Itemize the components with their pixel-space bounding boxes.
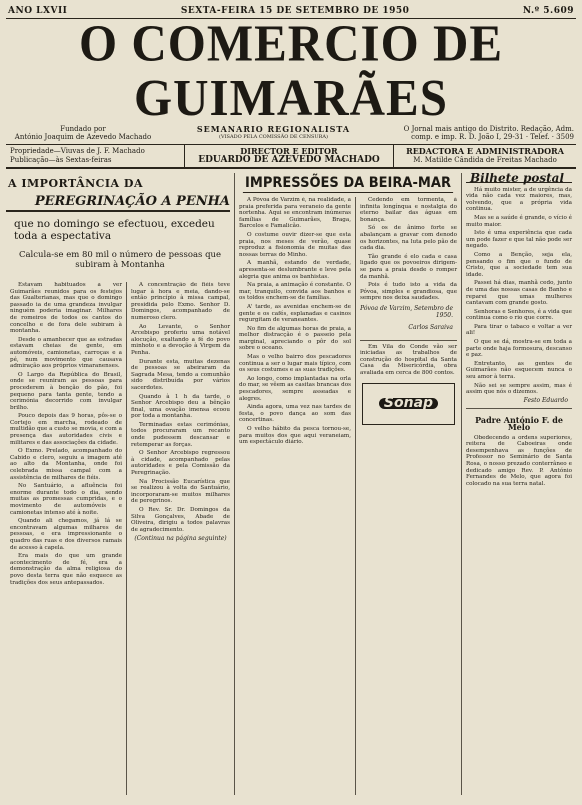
staff-row (6, 145, 576, 169)
article-deck: Calcula-se em 80 mil o número de pessoas que subiram à Montanha (18, 250, 222, 270)
article-kicker: A IMPORTÂNCIA DA (8, 177, 143, 190)
vila-conde-note: Em Vila do Conde vão ser iniciadas as trabalhos de construção do hospital da Santa Casa da Misericórdia, obra avaliada em cerca de 800 contos. (360, 343, 457, 377)
director-block: DIRECTOR E EDITOR EDUARDO DE AZEVEDO MACHADO (184, 145, 394, 167)
beira-place-date: Póvoa de Varzim, Setembro de 1950. (360, 304, 453, 319)
article-headline: PEREGRINAÇÃO A PENHA (6, 194, 230, 212)
newspaper-page (6, 5, 576, 795)
padre-headline: Padre António F. de Melo (475, 415, 563, 432)
beira-mar-headline: IMPRESSÕES DA BEIRA-MAR (243, 175, 453, 193)
sonap-logo: Sonap (379, 398, 438, 409)
founder-block: Fundado por António Joaquim de Azevedo Machado (14, 125, 152, 141)
penha-column-2: A concentração de fiéis teve lugar à hora e meia, dando-se então princípio à missa campal, presidida pelo Exmo. Senhor D. Domingos, acompanhado de numeroso clero. Ao Levante, o Senhor Arcebispo proferiu uma notável alocução, exaltando a fé do povo minhoto e a devoção à Virgem da Penha. Durante esta, muitas dezenas de pessoas se abeiraram da Sagrada Mesa, tendo a comunhão sido distribuída por vários sacerdotes. Quando à 1 h da tarde, o Senhor Arcebispo deu a bênção final, uma ovação imensa ecoou por toda a montanha. Terminadas estas cerimónias, todos procuraram um recanto onde pudessem descansar e retemperar as forças. O Senhor Arcebispo regressou à cidade, acompanhado pelas autoridades e pela Comissão da Peregrinação. Na Procissão Eucarística que se realizou à volta do Santuário, incorporaram-se muitos milhares de peregrinos. O Rev. Sr. Dr. Domingos da Silva Gonçalves, Abade de Oliveira, dirigiu a todos palavras de agradecimento. (Continua na página seguinte) (131, 282, 230, 543)
beira-column-2: Cedendo em tormenta, à infinita longínqua e nostalgia do eterno bailar das águas em bonança. Só os de ânimo forte se abalançam a gravar com denodo os horizontes, na luta pelo pão de cada dia. Tão grande é elo cada e casa ligado que os povoeiros dirigem-se para a praia desde o romper da manhã. Pois é tudo isto a vida da Póvoa, simples e grandiosa, que sempre nos deixa saudades. Póvoa de Varzim, Setembro de 1950. Carlos Saraiva Em Vila do Conde vão ser iniciadas as trabalhos de construção do hospital da Santa Casa da Misericórdia, obra avaliada em cerca de 800 contos. Sonap (356, 197, 461, 795)
beira-column-1: A Póvoa de Varzim é, na realidade, a praia preferida para veraneio da gente nortenha. Aqui se encontram inúmeras famílias de Guimarães, Braga, Barcelos e Famalicão. O costume ouvir dizer-se que esta praia, nos meses de verão, quase reproduz a fisionomia de muitas das nossas terras do Minho. A manhã, estando de verdade, apresenta-se deslumbrante e leve pela alegria que anima os banhistas. Na praia, a animação é constante. O mar, tranquilo, convida aos banhos e os toldos enchem-se de famílias. A' tarde, as avenidas enchem-se de gente e os cafés, esplanadas e casinos regurgitam de veraneantes. No fim de algumas horas de praia, a melhor distracção é o passeio pela marginal, apreciando o pôr do sol sobre o oceano. Mas o velho bairro dos pescadores continua a ser o lugar mais típico, com os seus costumes e as suas tradições. Ao longo, como implantadas na orla do mar, se vêem as casitas brancas dos pescadores, sempre asseadas e alegres. Ainda agora, uma vez nas tardes de festa, o povo dança ao som das concertinas. O velho hábito da pesca tornou-se, para muitos dos que aqui veraneiam, um espectáculo diário. (235, 197, 356, 795)
continue-note: (Continua na página seguinte) (134, 535, 227, 543)
penha-column-1: Estavam habituados a ver Guimarães reunidos para os festejos das Gualterianas, mas que o domingo passado ia de uma grandeza invulgar ninguém poderia imaginar. Milhares de romeiros de todos os cantos do concelho e de fora dele subiram à montanha. Desde o amanhecer que as estradas estavam cheias de gente, em automóveis, camionetas, carroças e a pé, num movimento que causava admiração aos próprios vimaranenses. O Largo da República do Brasil, onde se reuniram as pessoas para procederem à benção do pão, foi pequeno para tanta gente, tendo a cerimónia decorrido com invulgar brilho. Pouco depois das 9 horas, pôs-se o Cortejo em marcha, rodeado de multidão que a custo se movia, e com a presença das autoridades civis e militares e das associações da cidade. O Exmo. Prelado, acompanhado do Cabido e clero, seguiu a imagem até ao alto da Montanha, onde foi celebrada missa campal com a assistência de milhares de fiéis. No Santuário, a afluência foi enorme durante todo o dia, sendo muitas as promessas cumpridas, e o movimento de automóveis e camionetas intenso até à noite. Quando ali chegamos, já lá se encontravam algumas milhares de pessoas, e era impressionante o quadro das ruas e dos diversos ramais de acesso à capela. Era mais do que um grande acontecimento de fé, era a demonstração da alma religiosa do povo desta terra que não esquece as tradições dos seus antepassados. (6, 282, 127, 795)
sonap-advertisement (362, 383, 455, 425)
article-subheadline: que no domingo se efectuou, excedeu toda a espectativa (14, 218, 215, 242)
editor-block: REDACTORA E ADMINISTRADORA M. Matilde Cândida de Freitas Machado (406, 146, 564, 164)
bilhete-headline: Bilhete postal (466, 175, 572, 183)
issue-number: N.º 5.609 (522, 6, 574, 16)
date-label: SEXTA-FEIRA 15 DE SETEMBRO DE 1950 (180, 6, 410, 16)
bilhete-postal-column: Bilhete postal Há muito mister, a de urgência da vida não cada vez maiores, mas, volvendo, que a própria vida continua. Mas se a saúde é grande, o vício é muito maior. Isto é uma experiência que cada um pode fazer e que tal não pode ser negado. Como a Benção, seja ela, pensando o fim que o fundo de Cristo, que a sociedade tem sua idade. Passei há dias, manhã cedo, junto de uma das nossas casas de Banho e reparei que umas mulheres cantavam com grande gosto. Senhoras e Senhores, é a vida que continua como o rio que corre. Para tirar o tabaco e voltar a ver ali! O que se dá, mostra-se em toda a parte onde haja formosura, descanso e paz. Entretanto, as gentes de Guimarães não esquecem nunca o seu amor à terra. Não sei se sempre assim, mas é assim que nós o dizemos. Festo Eduardo Padre António F. de Melo Obedecendo a ordens superiores, reitera de Caboeiras onde desempenhava as funções de Professor no Seminário de Santa Rosa, o nosso prezado conterrâneo e dedicado amigo Rev. P. António Fernandes de Melo, que agora foi colocado na sua terra natal. (466, 173, 572, 487)
owner-block: Propriedade—Viuvas de J. F. Machado Publicação—às Sextas-feiras (10, 147, 145, 164)
article-beira-mar (235, 173, 462, 795)
beira-signature: Carlos Saraiva (408, 324, 453, 332)
year-label: ANO LXVII (8, 6, 68, 16)
content-area (6, 173, 576, 795)
article-penha (6, 173, 235, 795)
weekly-block: SEMANARIO REGIONALISTA (VISADO PELA COMISSÃO DE CENSURA) (196, 124, 351, 140)
masthead-title: O COMERCIO DE GUIMARÃES (78, 14, 504, 127)
address-block: O Jornal mais antigo do Distrito. Redação, Adm. comp. e imp. R. D. João I, 29-31 · Telef. · 3509 (403, 125, 574, 141)
bilhete-signature: Festo Eduardo (523, 396, 568, 404)
